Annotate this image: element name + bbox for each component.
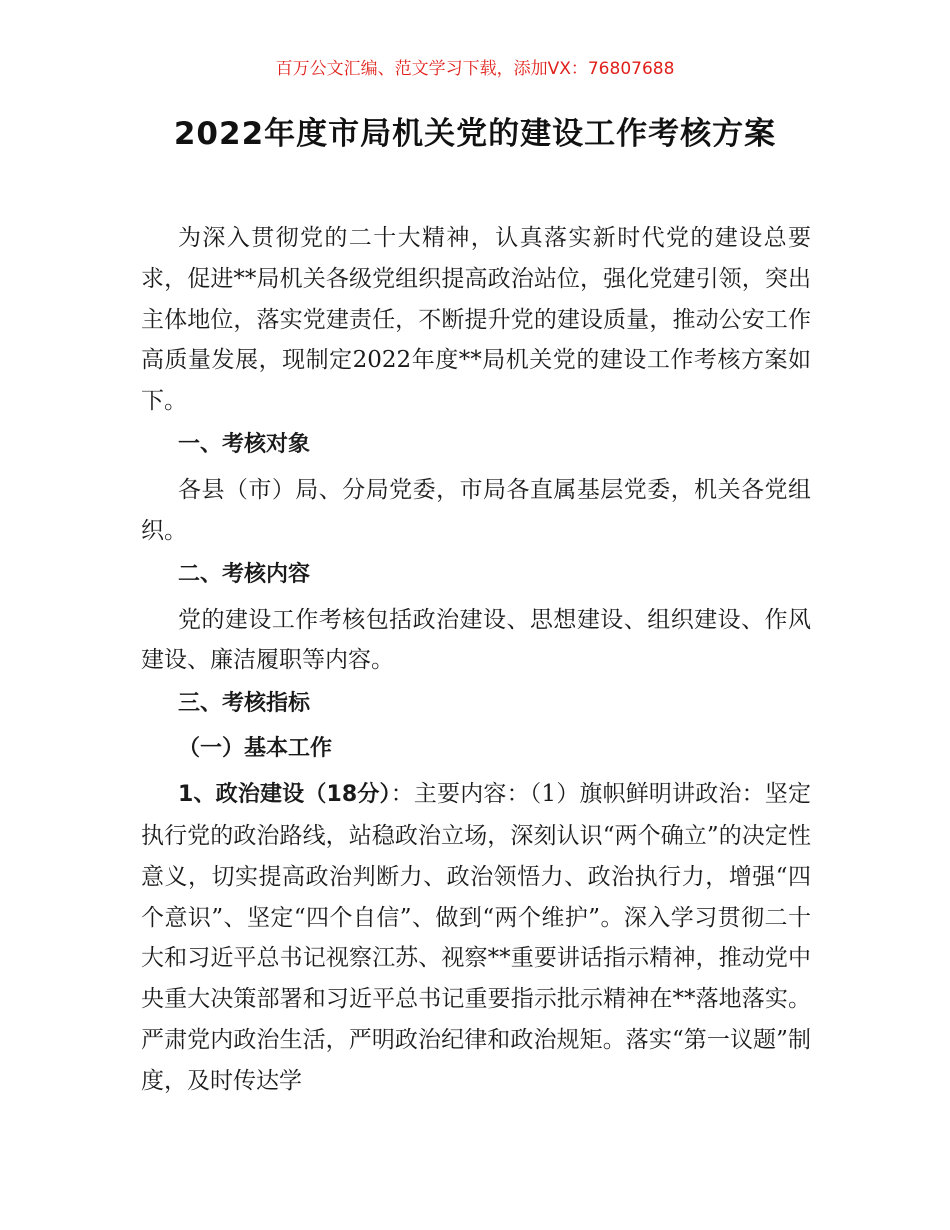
section-heading-indicators: 三、考核指标	[178, 691, 311, 717]
section-heading-targets: 一、考核对象	[178, 431, 311, 457]
section-body-targets: 各县（市）局、分局党委，市局各直属基层党委，机关各党组织。	[141, 476, 811, 544]
intro-paragraph: 为深入贯彻党的二十大精神，认真落实新时代党的建设总要求，促进**局机关各级党组织提高政治站位，强化党建引领，突出主体地位，落实党建责任，不断提升党的建设质量，推动公安工作高质量发展，现制定2022年度**局机关党的建设工作考核方案如下。	[141, 225, 811, 415]
item-body-text: ：主要内容：（1）旗帜鲜明讲政治：坚定执行党的政治路线，站稳政治立场，深刻认识“两个确立”的决定性意义，切实提高政治判断力、政治领悟力、政治执行力，增强“四个意识”、坚定“四个自信”、做到“两个维护”。深入学习贯彻二十大和习近平总书记视察江苏、视察**重要讲话指示精神，推动党中央重大决策部署和习近平总书记重要指示批示精神在**落地落实。严肃党内政治生活，严明政治纪律和政治规矩。落实“第一议题”制度，及时传达学	[141, 781, 811, 1094]
section-body-content: 党的建设工作考核包括政治建设、思想建设、组织建设、作风建设、廉洁履职等内容。	[141, 606, 811, 674]
subsection-heading-basic-work: （一）基本工作	[178, 736, 333, 762]
document-title: 2022年度市局机关党的建设工作考核方案	[173, 116, 777, 152]
item-lead-label: 1、政治建设（18分）	[178, 782, 391, 808]
watermark-banner: 百万公文汇编、范文学习下载，添加VX：76807688	[275, 59, 675, 79]
item-political-construction	[141, 774, 811, 1101]
section-heading-content: 二、考核内容	[178, 561, 311, 587]
document-body	[141, 218, 811, 1102]
